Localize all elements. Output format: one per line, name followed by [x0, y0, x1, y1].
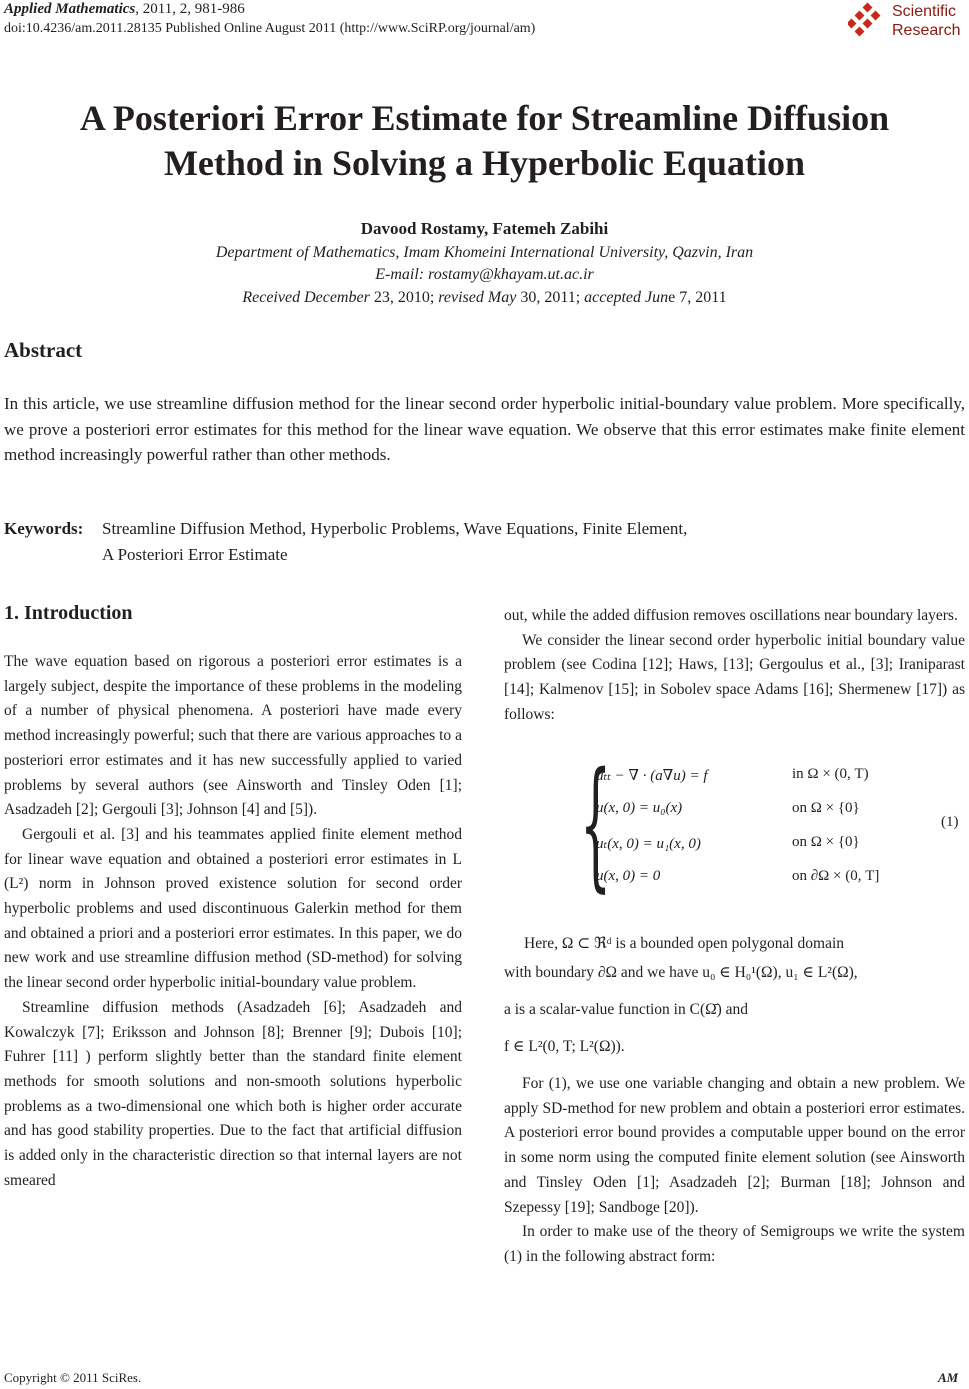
equation-line: uₜ(x, 0) = u₁(x, 0)	[596, 836, 701, 852]
equation-condition: in Ω × (0, T)	[792, 766, 869, 782]
equation-line: u(x, 0) = 0	[596, 868, 661, 884]
left-brace: {	[580, 743, 612, 906]
paragraph: In order to make use of the theory of Semigroups we write the system (1) in the following abstract form:	[504, 1223, 965, 1265]
authors: Davood Rostamy, Fatemeh Zabihi	[360, 219, 609, 238]
paragraph: Streamline diffusion methods (Asadzadeh [6]; Asadzadeh and Kowalczyk [7]; Eriksson and Johnson [8]; Brenner [9]; Dubois [10]; Fuhrer [11] ) perform slightly better than the standard finite element methods for smooth solutions and non-smooth solutions hyperbolic problems as a two-dimensional one which both is higher order accurate and has good stability properties. Due to the fact that artificial diffusion is added only in the characteristic direction so that internal layers are not smeared	[4, 998, 462, 1189]
math-text-line: Here, Ω ⊂ ℜᵈ is a bounded open polygonal domain	[524, 935, 845, 952]
equation-number: (1)	[941, 814, 959, 830]
title-line-2: Method in Solving a Hyperbolic Equation	[163, 143, 806, 183]
equation-line: uₜₜ − ∇ · (a∇u) = f	[596, 768, 708, 784]
keywords-line-2: A Posteriori Error Estimate	[102, 544, 288, 564]
paragraph: out, while the added diffusion removes oscillations near boundary layers.	[504, 607, 958, 624]
math-text-line: with boundary ∂Ω and we have u₀ ∈ H₀¹(Ω), u₁ ∈ L²(Ω),	[504, 964, 858, 981]
equation-condition: on ∂Ω × (0, T]	[792, 868, 880, 884]
equation-line: u(x, 0) = u₀(x)	[596, 800, 683, 816]
equation-system	[580, 743, 965, 906]
affiliation: Department of Mathematics, Imam Khomeini International University, Qazvin, Iran	[215, 244, 754, 261]
received-dates	[0, 287, 969, 309]
email: E-mail: rostamy@khayam.ut.ac.ir	[375, 266, 594, 283]
logo-mark-icon	[848, 2, 888, 42]
logo-line-2: Research	[892, 22, 961, 39]
paragraph: The wave equation based on rigorous a posteriori error estimates is a largely subject, despite the importance of these problems in the modeling of a number of physical phenomena. A posteriori have made every method increasingly powerful; such that there are various approaches to a posteriori error estimates and it has new successfully applied to varied problems by several authors (see Ainsworth and Tinsley Oden [1]; Asadzadeh [2]; Gergouli [3]; Johnson [4] and [5]).	[4, 653, 462, 819]
title-line-1: A Posteriori Error Estimate for Streamline Diffusion	[79, 98, 890, 138]
paragraph: We consider the linear second order hyperbolic initial boundary value problem (see Codina [12]; Haws, [13]; Gergoulus et al., [3]; Iraniparast [14]; Kalmenov [15]; in Sobolev space Adams [16]; Shermenew [17]) as follows:	[504, 631, 965, 723]
keywords-label: Keywords:	[4, 519, 84, 538]
doi-line: doi:10.4236/am.2011.28135 Published Online August 2011 (http://www.SciRP.org/journal/am)	[4, 21, 536, 36]
received-date: 23, 2010;	[369, 289, 439, 306]
equation-condition: on Ω × {0}	[792, 834, 860, 850]
abstract-text: In this article, we use streamline diffusion method for the linear second order hyperbolic initial-boundary value problem. More specifically, we prove a posteriori error estimates for this method for the linear wave equation. We observe that this error estimates make finite element method increasingly powerful rather than other methods.	[4, 394, 965, 465]
right-column-top	[504, 604, 965, 728]
paragraph: Gergouli et al. [3] and his teammates applied finite element method for linear wave equation and obtained a posteriori error estimates in L (L²) norm in Johnson proved existence solution for second order hyperbolic problems and used discontinuous Galerkin method for them and obtained a priori and a posteriori error estimates. In this paper, we do new work and use streamline diffusion method (SD-method) for solving the linear second order hyperbolic initial-boundary value problem.	[4, 825, 462, 992]
revised-date: 30, 2011;	[516, 289, 585, 306]
revised-label: revised May	[438, 289, 517, 306]
abstract-heading: Abstract	[4, 338, 83, 362]
keywords-line-1: Streamline Diffusion Method, Hyperbolic Problems, Wave Equations, Finite Element,	[102, 519, 688, 538]
math-text-line: a is a scalar-value function in C(Ω̄) and	[504, 1001, 749, 1018]
right-column-bottom	[504, 1072, 965, 1270]
journal-name: Applied Mathematics	[4, 1, 136, 17]
accepted-date: e 7, 2011	[668, 289, 727, 306]
left-column	[4, 650, 462, 1193]
journal-citation	[4, 0, 245, 19]
accepted-label: accepted Jun	[584, 289, 669, 306]
keywords-text	[102, 516, 882, 567]
math-text-line: f ∈ L²(0, T; L²(Ω)).	[504, 1038, 625, 1055]
paper-title	[0, 96, 969, 186]
footer-copyright: Copyright © 2011 SciRes.	[4, 1370, 142, 1385]
logo-line-1: Scientific	[892, 3, 957, 20]
footer-journal: AM	[938, 1370, 959, 1385]
received-label: Received December	[242, 289, 370, 306]
section-heading-introduction: 1. Introduction	[4, 602, 133, 624]
logo-wordmark	[892, 2, 960, 40]
publisher-logo	[848, 0, 969, 44]
equation-condition: on Ω × {0}	[792, 800, 860, 816]
journal-volume: , 2011, 2, 981-986	[135, 1, 245, 17]
paragraph: For (1), we use one variable changing and obtain a new problem. We apply SD-method for new problem and obtain a posteriori error estimates. A posteriori error bound provides a computable upper bound on the error in some norm using the computed finite element solution (see Ainsworth and Tinsley Oden [1]; Asadzadeh [2]; Burman [18]; Johnson and Szepessy [19]; Sandboge [20]).	[504, 1075, 965, 1216]
